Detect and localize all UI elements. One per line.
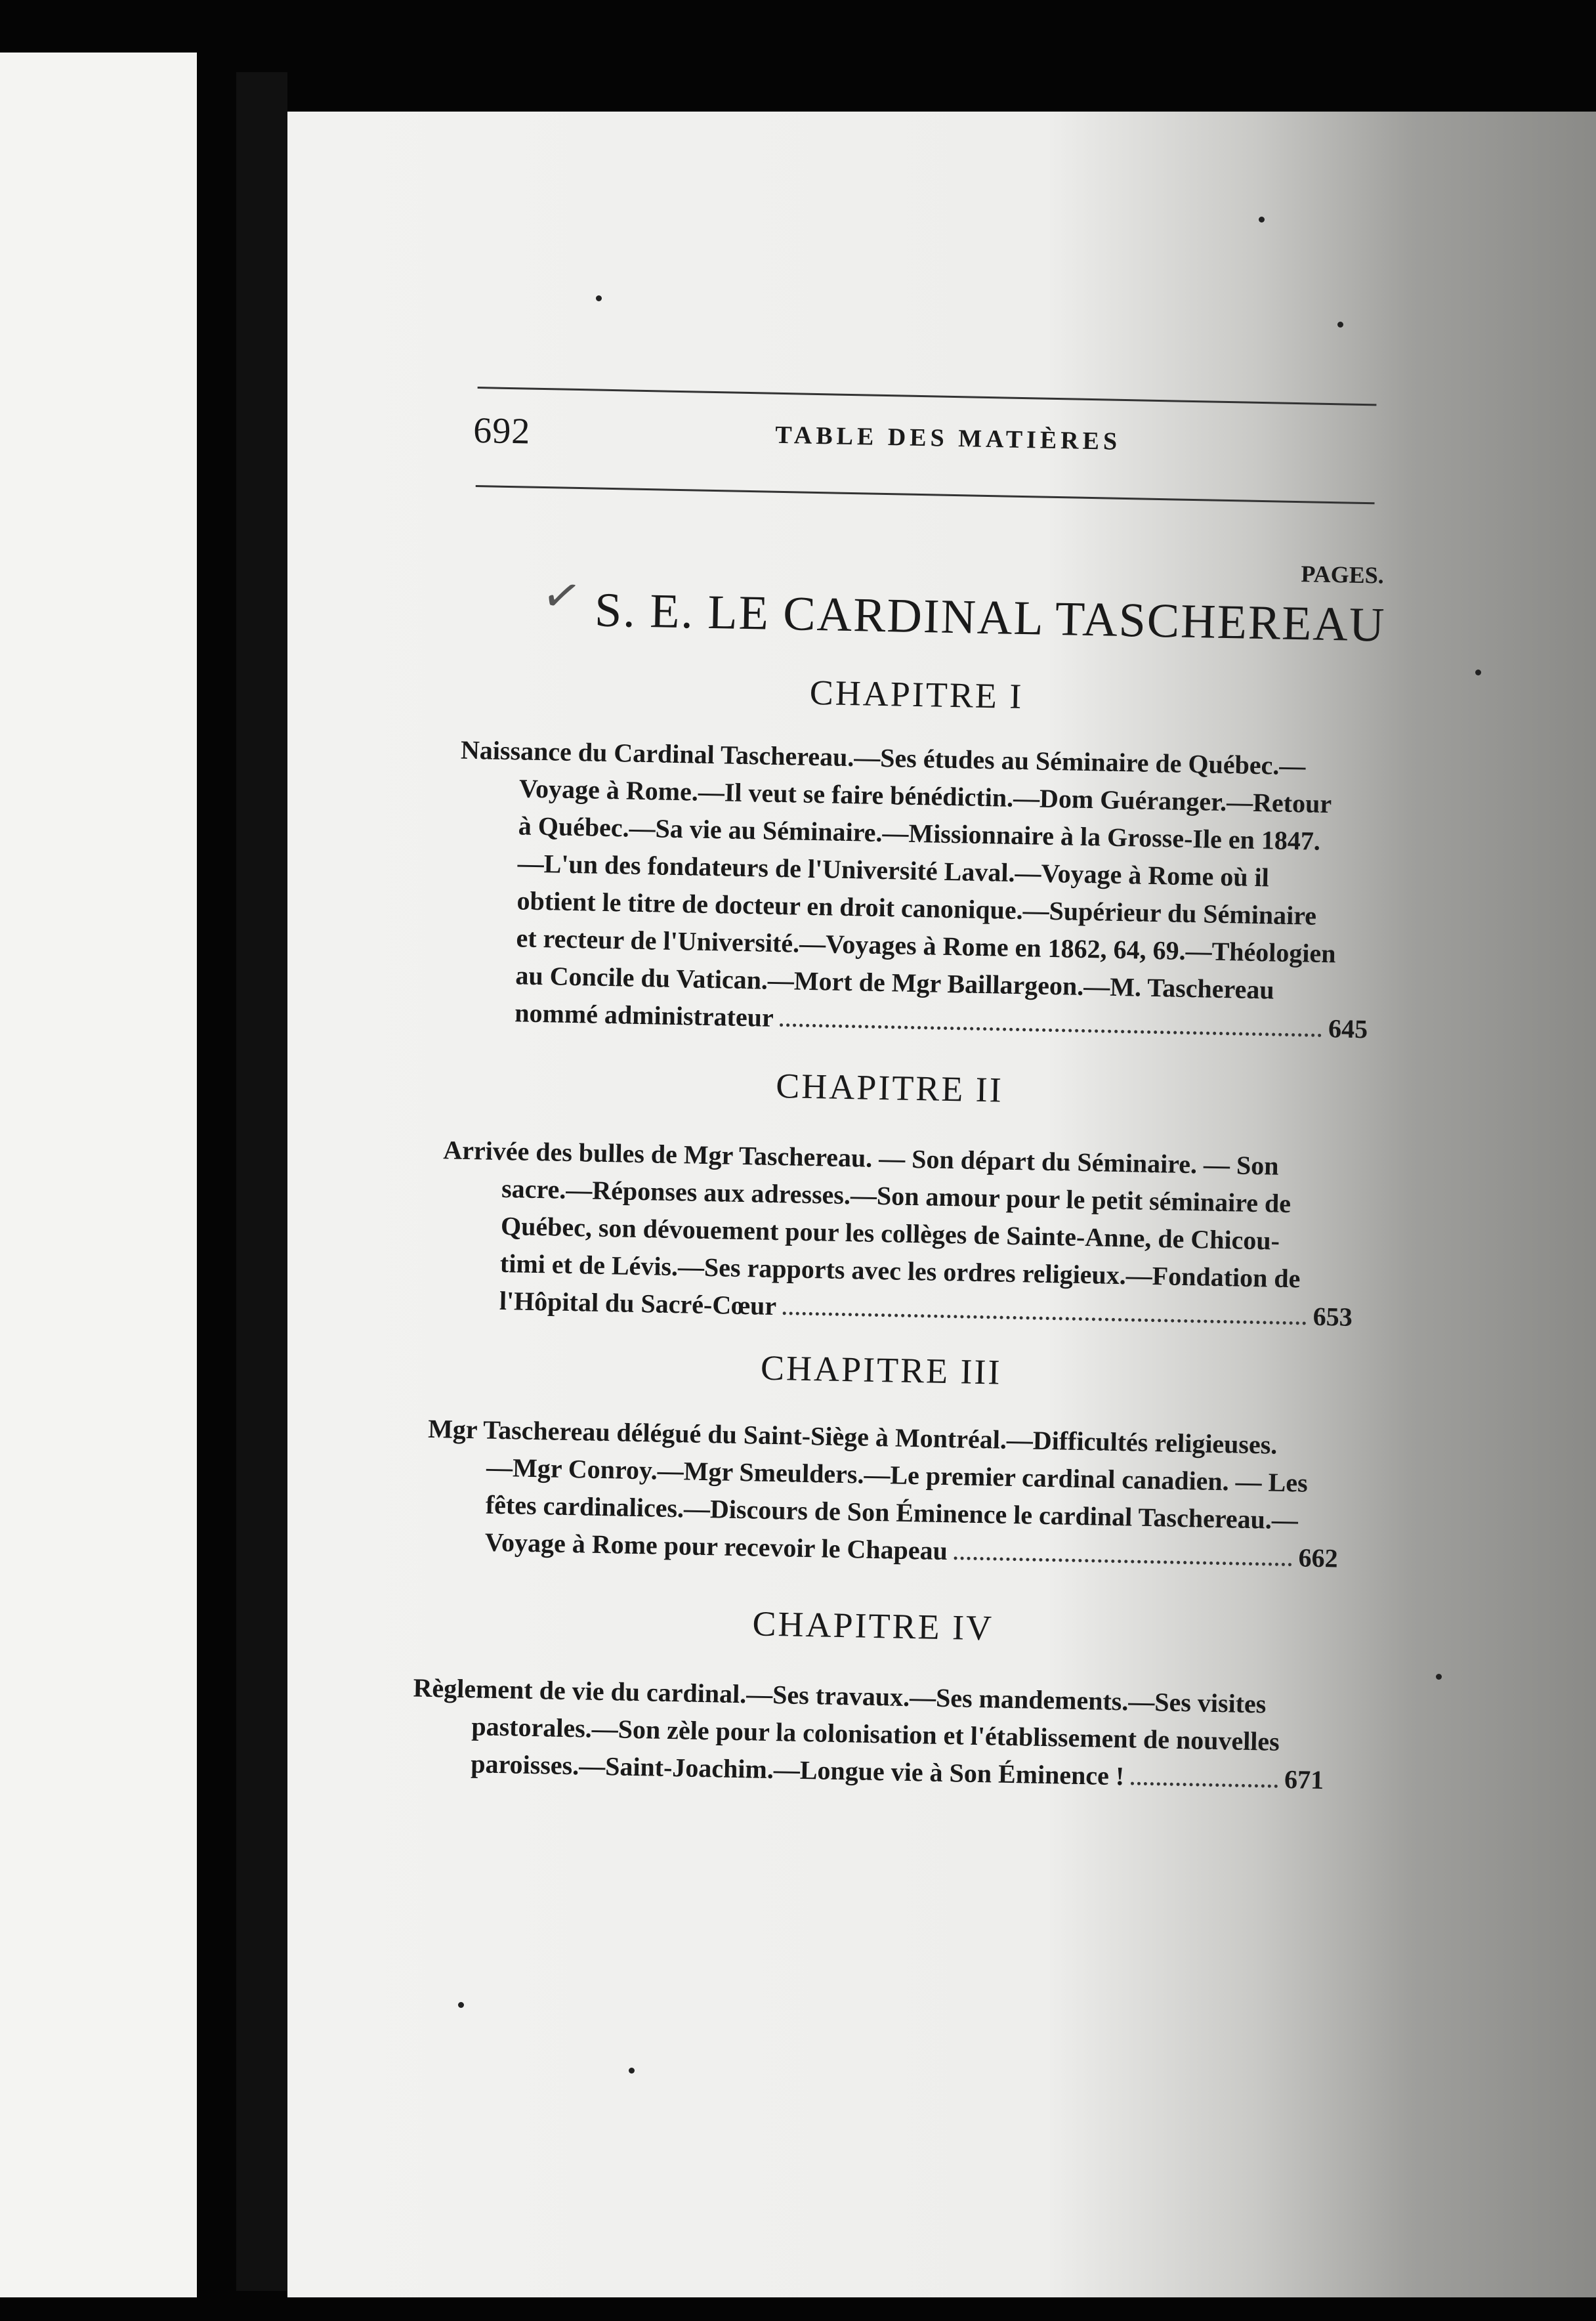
chapter-heading: CHAPITRE IV bbox=[752, 1604, 994, 1648]
chapter-entry bbox=[411, 1669, 1326, 1799]
section-title: S. E. LE CARDINAL TASCHEREAU bbox=[594, 583, 1387, 652]
header-rule-top bbox=[478, 387, 1377, 406]
pages-column-label: PAGES. bbox=[1301, 561, 1385, 589]
entry-line: Voyage à Rome.—Il veut se faire bénédictin.—Dom Guéranger.—Retour bbox=[518, 773, 1332, 819]
book-gutter-shadow bbox=[236, 72, 287, 2291]
dot-leader bbox=[1131, 1782, 1278, 1788]
chapter-heading: CHAPITRE I bbox=[809, 672, 1024, 717]
entry-line: timi et de Lévis.—Ses rapports avec les ordres religieux.—Fondation de bbox=[499, 1248, 1301, 1294]
scan-speck bbox=[596, 295, 602, 301]
page-reference: 662 bbox=[1298, 1543, 1339, 1573]
entry-line: Québec, son dévouement pour les collèges de Sainte-Anne, de Chicou- bbox=[500, 1210, 1280, 1256]
chapter-entry bbox=[425, 1410, 1340, 1577]
entry-line: Voyage à Rome pour recevoir le Chapeau bbox=[484, 1527, 948, 1566]
scan-speck bbox=[1436, 1674, 1442, 1680]
document-page bbox=[287, 112, 1596, 2297]
entry-line: et recteur de l'Université.—Voyages à Rome en 1862, 64, 69.—Théologien bbox=[516, 923, 1336, 969]
entry-line: —Mgr Conroy.—Mgr Smeulders.—Le premier cardinal canadien. — Les bbox=[486, 1452, 1309, 1498]
chapter-heading: CHAPITRE II bbox=[775, 1065, 1004, 1110]
entry-line: Mgr Taschereau délégué du Saint-Siège à Montréal.—Difficultés religieuses. bbox=[427, 1413, 1278, 1460]
entry-line: à Québec.—Sa vie au Séminaire.—Missionnaire à la Grosse-Ile en 1847. bbox=[518, 811, 1321, 856]
adjacent-page-strip bbox=[0, 53, 197, 2297]
scan-speck bbox=[458, 2002, 464, 2008]
page-content bbox=[287, 112, 1596, 2297]
page-number: 692 bbox=[472, 410, 531, 452]
entry-line: paroisses.—Saint-Joachim.—Longue vie à Son Éminence ! bbox=[470, 1749, 1125, 1791]
chapter-heading: CHAPITRE III bbox=[760, 1348, 1003, 1392]
dot-leader bbox=[783, 1311, 1307, 1325]
entry-line: obtient le titre de docteur en droit canonique.—Supérieur du Séminaire bbox=[516, 885, 1317, 931]
entry-line: sacre.—Réponses aux adresses.—Son amour pour le petit séminaire de bbox=[501, 1173, 1292, 1219]
pencil-checkmark-icon: ✓ bbox=[537, 568, 585, 626]
entry-line: Naissance du Cardinal Taschereau.—Ses études au Séminaire de Québec.— bbox=[460, 735, 1306, 781]
dot-leader bbox=[954, 1556, 1292, 1566]
header-rule-bottom bbox=[476, 485, 1375, 504]
page-reference: 671 bbox=[1284, 1764, 1324, 1795]
entry-line: fêtes cardinalices.—Discours de Son Éminence le cardinal Taschereau.— bbox=[485, 1489, 1299, 1535]
dot-leader bbox=[780, 1023, 1322, 1037]
page-reference: 645 bbox=[1328, 1013, 1368, 1044]
chapter-entry bbox=[440, 1131, 1355, 1336]
scan-speck bbox=[629, 2068, 635, 2074]
chapter-entry bbox=[455, 731, 1373, 1048]
scan-speck bbox=[1475, 670, 1481, 675]
entry-line: pastorales.—Son zèle pour la colonisation et l'établissement de nouvelles bbox=[471, 1711, 1280, 1757]
entry-line: nommé administrateur bbox=[514, 998, 774, 1033]
entry-line: Arrivée des bulles de Mgr Taschereau. — Son départ du Séminaire. — Son bbox=[442, 1135, 1279, 1181]
scan-speck bbox=[1337, 322, 1343, 328]
page-reference: 653 bbox=[1312, 1301, 1353, 1332]
entry-line: —L'un des fondateurs de l'Université Laval.—Voyage à Rome où il bbox=[517, 848, 1270, 893]
entry-line: Règlement de vie du cardinal.—Ses travaux.—Ses mandements.—Ses visites bbox=[413, 1672, 1267, 1719]
scan-speck bbox=[1259, 217, 1265, 223]
entry-line: au Concile du Vatican.—Mort de Mgr Baillargeon.—M. Taschereau bbox=[515, 960, 1275, 1005]
entry-line: l'Hôpital du Sacré-Cœur bbox=[499, 1285, 777, 1321]
running-title: TABLE DES MATIÈRES bbox=[774, 421, 1122, 456]
